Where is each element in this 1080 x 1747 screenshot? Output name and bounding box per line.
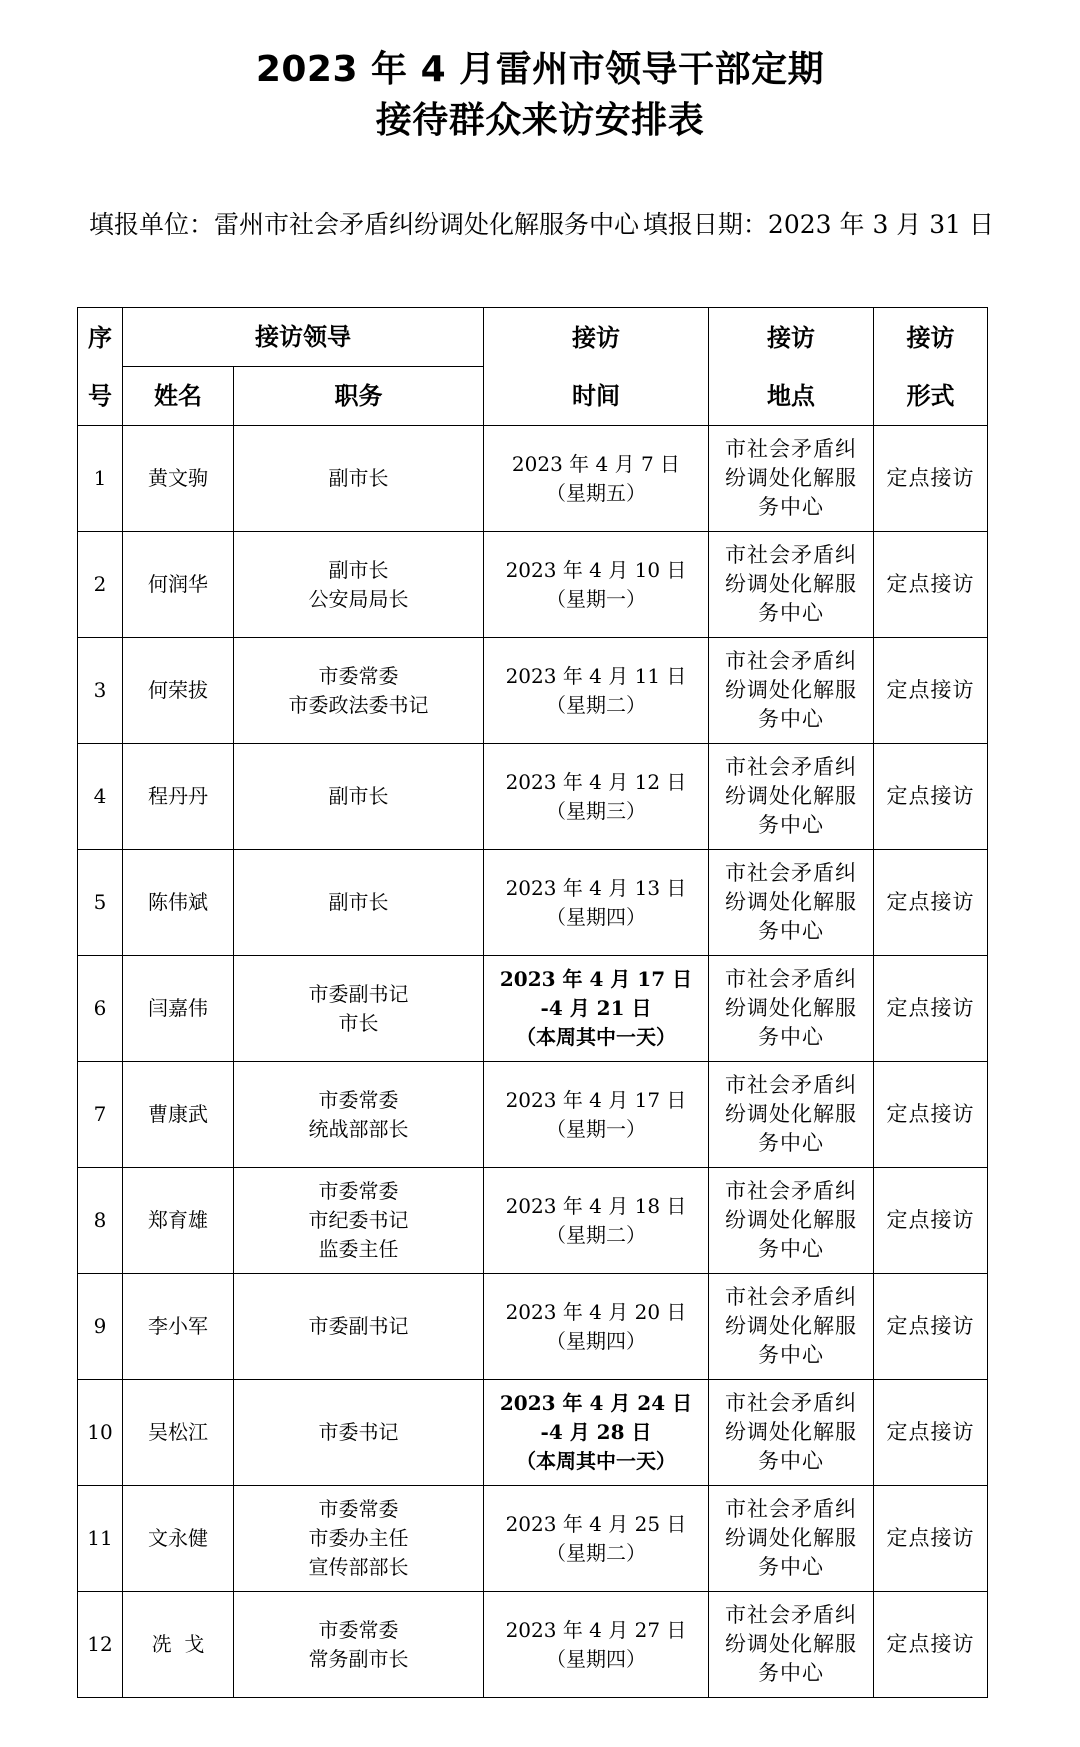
table-row [78,1062,988,1168]
page-title [0,44,1080,146]
header-name: 姓名 [123,367,234,426]
visit-place: 市社会矛盾纠 纷调处化解服 务中心 [709,532,874,638]
leader-name: 黄文驹 [123,426,234,532]
visit-time: 2023 年 4 月 17 日 （星期一） [484,1062,709,1168]
leader-position: 市委副书记 [234,1274,484,1380]
visit-place: 市社会矛盾纠 纷调处化解服 务中心 [709,1274,874,1380]
table-row [78,744,988,850]
visit-time: 2023 年 4 月 18 日 （星期二） [484,1168,709,1274]
reporting-unit: 填报单位：雷州市社会矛盾纠纷调处化解服务中心 [89,210,640,239]
visit-place: 市社会矛盾纠 纷调处化解服 务中心 [709,744,874,850]
row-number: 11 [78,1486,123,1592]
visit-form: 定点接访 [874,1274,988,1380]
visit-place: 市社会矛盾纠 纷调处化解服 务中心 [709,1062,874,1168]
leader-name: 程丹丹 [123,744,234,850]
table-row [78,532,988,638]
header-row-1 [78,308,988,367]
leader-name: 何润华 [123,532,234,638]
row-number: 1 [78,426,123,532]
visit-form: 定点接访 [874,532,988,638]
table-row [78,1168,988,1274]
visit-time: 2023 年 4 月 11 日 （星期二） [484,638,709,744]
visit-place: 市社会矛盾纠 纷调处化解服 务中心 [709,1168,874,1274]
leader-position: 市委常委 市委办主任 宣传部部长 [234,1486,484,1592]
visit-time: 2023 年 4 月 10 日 （星期一） [484,532,709,638]
row-number: 8 [78,1168,123,1274]
header-seq: 序 号 [78,308,123,426]
title-line-2: 接待群众来访安排表 [375,100,705,141]
leader-position: 副市长 [234,426,484,532]
leader-position: 市委副书记 市长 [234,956,484,1062]
table-row [78,1592,988,1698]
leader-position: 市委常委 统战部部长 [234,1062,484,1168]
leader-name: 文永健 [123,1486,234,1592]
leader-name: 吴松江 [123,1380,234,1486]
leader-name: 李小军 [123,1274,234,1380]
row-number: 5 [78,850,123,956]
row-number: 12 [78,1592,123,1698]
leader-position: 副市长 公安局局长 [234,532,484,638]
table-row [78,1274,988,1380]
row-number: 4 [78,744,123,850]
visit-form: 定点接访 [874,850,988,956]
header-position: 职务 [234,367,484,426]
visit-place: 市社会矛盾纠 纷调处化解服 务中心 [709,956,874,1062]
visit-time: 2023 年 4 月 12 日 （星期三） [484,744,709,850]
visit-time: 2023 年 4 月 17 日 -4 月 21 日 （本周其中一天） [484,956,709,1062]
visit-place: 市社会矛盾纠 纷调处化解服 务中心 [709,1592,874,1698]
visit-place: 市社会矛盾纠 纷调处化解服 务中心 [709,1380,874,1486]
leader-name: 陈伟斌 [123,850,234,956]
leader-position: 市委书记 [234,1380,484,1486]
header-form: 接访 形式 [874,308,988,426]
table-row [78,850,988,956]
leader-name: 闫嘉伟 [123,956,234,1062]
leader-position: 副市长 [234,744,484,850]
table-row [78,1486,988,1592]
visit-form: 定点接访 [874,1168,988,1274]
row-number: 10 [78,1380,123,1486]
title-line-1: 2023 年 4 月雷州市领导干部定期 [255,49,825,90]
visit-form: 定点接访 [874,426,988,532]
visit-form: 定点接访 [874,638,988,744]
visit-place: 市社会矛盾纠 纷调处化解服 务中心 [709,1486,874,1592]
visit-time: 2023 年 4 月 24 日 -4 月 28 日 （本周其中一天） [484,1380,709,1486]
row-number: 2 [78,532,123,638]
leader-name: 曹康武 [123,1062,234,1168]
table-row [78,956,988,1062]
visit-form: 定点接访 [874,1592,988,1698]
header-leader: 接访领导 [123,308,484,367]
schedule-table [77,307,988,1698]
table-row [78,426,988,532]
leader-position: 副市长 [234,850,484,956]
visit-form: 定点接访 [874,1380,988,1486]
table-row [78,638,988,744]
leader-position: 市委常委 市纪委书记 监委主任 [234,1168,484,1274]
leader-name: 冼 戈 [123,1592,234,1698]
visit-time: 2023 年 4 月 25 日 （星期二） [484,1486,709,1592]
visit-place: 市社会矛盾纠 纷调处化解服 务中心 [709,638,874,744]
visit-time: 2023 年 4 月 20 日 （星期四） [484,1274,709,1380]
header-time: 接访 时间 [484,308,709,426]
visit-form: 定点接访 [874,1486,988,1592]
reporting-date: 填报日期：2023 年 3 月 31 日 [642,210,994,239]
visit-place: 市社会矛盾纠 纷调处化解服 务中心 [709,850,874,956]
leader-name: 何荣拔 [123,638,234,744]
row-number: 3 [78,638,123,744]
table-row [78,1380,988,1486]
visit-time: 2023 年 4 月 7 日 （星期五） [484,426,709,532]
row-number: 7 [78,1062,123,1168]
leader-name: 郑育雄 [123,1168,234,1274]
visit-form: 定点接访 [874,1062,988,1168]
leader-position: 市委常委 市委政法委书记 [234,638,484,744]
visit-time: 2023 年 4 月 13 日 （星期四） [484,850,709,956]
row-number: 9 [78,1274,123,1380]
visit-form: 定点接访 [874,956,988,1062]
visit-form: 定点接访 [874,744,988,850]
visit-place: 市社会矛盾纠 纷调处化解服 务中心 [709,426,874,532]
row-number: 6 [78,956,123,1062]
visit-time: 2023 年 4 月 27 日 （星期四） [484,1592,709,1698]
leader-position: 市委常委 常务副市长 [234,1592,484,1698]
header-place: 接访 地点 [709,308,874,426]
